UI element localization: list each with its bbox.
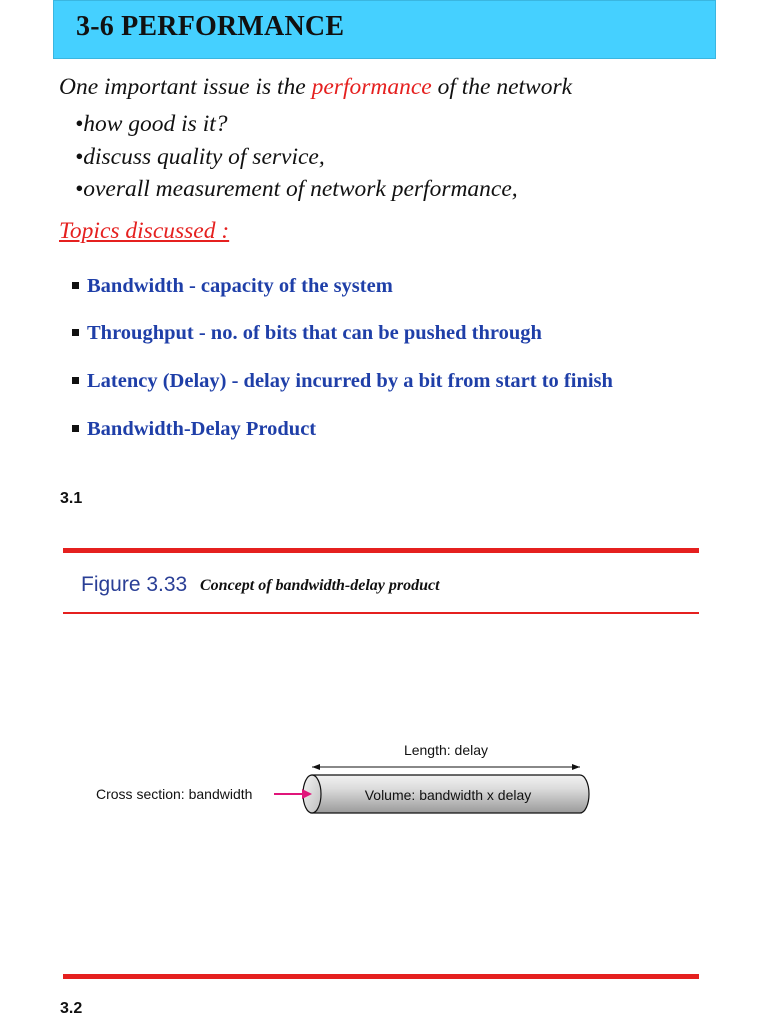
topics-heading: Topics discussed : xyxy=(59,218,230,244)
intro-highlight: performance xyxy=(311,74,432,100)
topic-text: Bandwidth - capacity of the system xyxy=(87,275,393,297)
topic-item xyxy=(72,418,316,441)
intro-bullet: •how good is it? xyxy=(75,111,228,137)
page-number: 3.2 xyxy=(60,1000,83,1017)
page-number: 3.1 xyxy=(60,490,83,507)
topic-text: Latency (Delay) - delay incurred by a bit from start to finish xyxy=(87,370,613,392)
intro-sentence xyxy=(59,74,572,101)
square-bullet-icon xyxy=(72,282,79,289)
divider-rule xyxy=(63,612,699,614)
intro-text-after: of the network xyxy=(431,74,573,100)
figure-caption: Concept of bandwidth-delay product xyxy=(200,577,440,594)
intro-bullet: •discuss quality of service, xyxy=(75,143,325,170)
intro-bullet: •overall measurement of network performance, xyxy=(75,176,518,202)
topic-item xyxy=(72,370,613,393)
intro-text-before: One important issue is the xyxy=(59,74,312,100)
topic-text: Throughput - no. of bits that can be pushed through xyxy=(87,322,542,344)
topic-item xyxy=(72,275,393,298)
length-arrow xyxy=(312,764,580,770)
slide-title: 3-6 PERFORMANCE xyxy=(76,11,345,42)
cross-section-label: Cross section: bandwidth xyxy=(96,786,253,802)
volume-label: Volume: bandwidth x delay xyxy=(364,787,532,803)
length-label: Length: delay xyxy=(403,742,489,758)
divider-rule xyxy=(63,974,699,979)
title-bar xyxy=(53,0,716,59)
square-bullet-icon xyxy=(72,377,79,384)
intro-bullet-list xyxy=(75,108,518,206)
topic-item xyxy=(72,322,542,345)
figure-label: Figure 3.33 xyxy=(81,573,188,596)
topic-text: Bandwidth-Delay Product xyxy=(87,418,317,440)
square-bullet-icon xyxy=(72,425,79,432)
bandwidth-delay-diagram xyxy=(90,735,610,825)
divider-rule xyxy=(63,548,699,553)
square-bullet-icon xyxy=(72,329,79,336)
